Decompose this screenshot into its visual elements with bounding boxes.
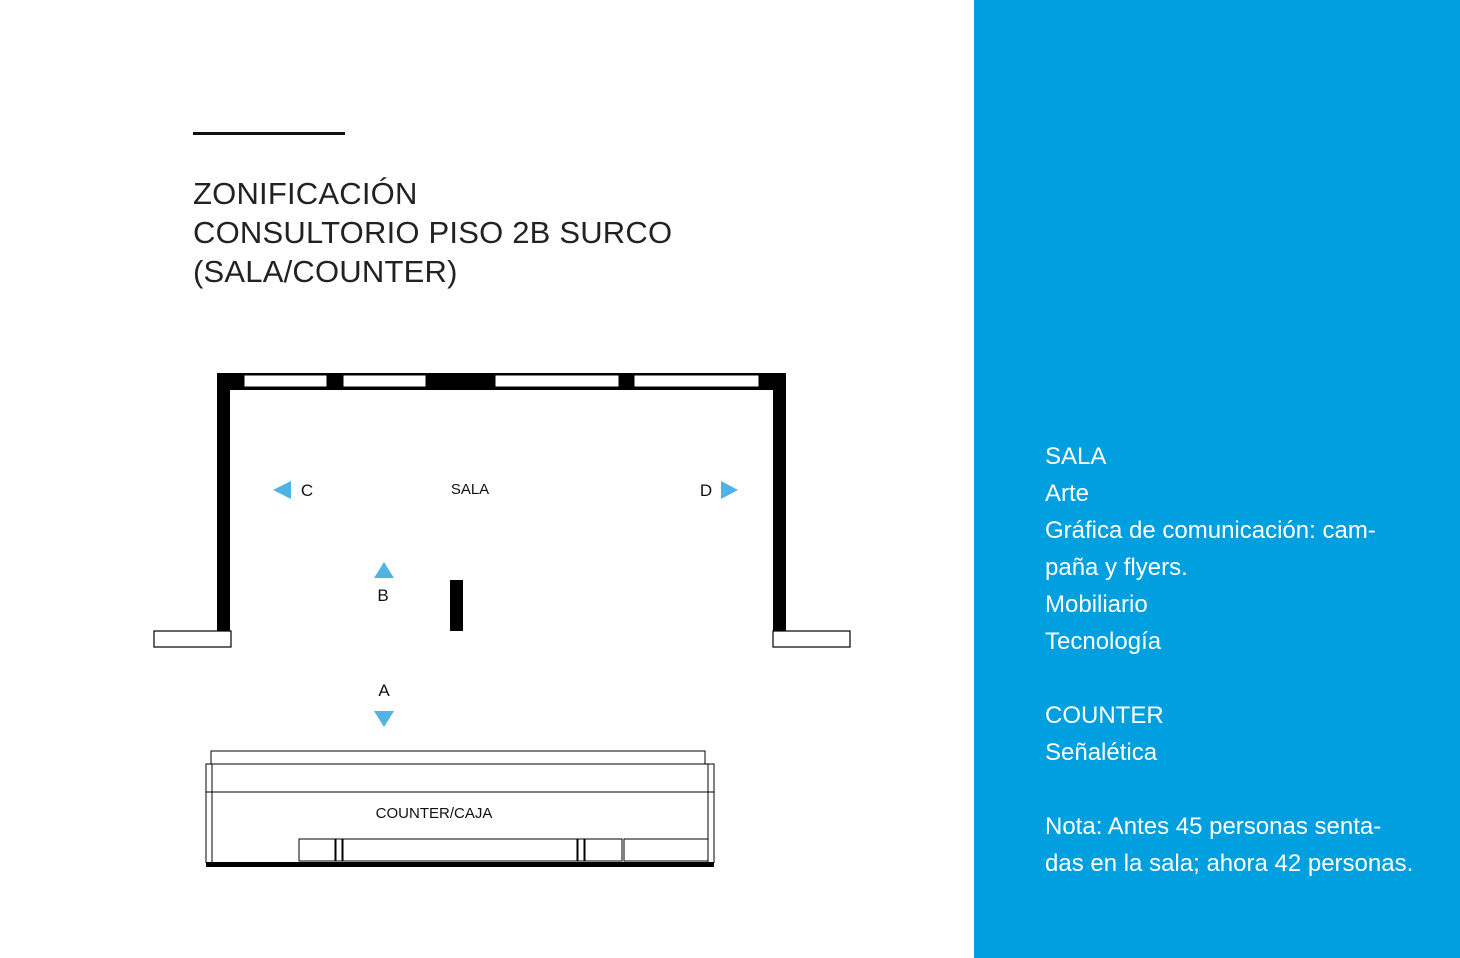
view-a-arrow-icon xyxy=(374,711,394,727)
title-line-3: (SALA/COUNTER) xyxy=(193,254,458,289)
window-2 xyxy=(343,375,426,387)
counter-drawer-divider-2 xyxy=(578,839,584,861)
column xyxy=(450,580,463,631)
note-line: Nota: Antes 45 personas senta- xyxy=(1045,813,1382,840)
right-wall xyxy=(773,373,786,631)
view-d-label: D xyxy=(699,481,713,500)
view-c-label: C xyxy=(300,481,314,500)
window-3 xyxy=(495,375,619,387)
sala-item: Gráfica de comunicación: cam- xyxy=(1045,517,1376,544)
top-wall xyxy=(217,373,786,390)
sala-heading: SALA xyxy=(1045,443,1107,470)
sala-item: Tecnología xyxy=(1045,628,1162,655)
counter-label: COUNTER/CAJA xyxy=(375,805,493,822)
counter-top-ledge xyxy=(211,751,705,764)
counter-drawer-4 xyxy=(624,839,708,861)
left-door-stub xyxy=(154,631,231,647)
sala-item: Arte xyxy=(1045,480,1090,507)
view-a-label: A xyxy=(378,681,390,700)
counter-item: Señalética xyxy=(1045,739,1158,766)
window-4 xyxy=(634,375,759,387)
counter-drawer-1 xyxy=(299,839,335,861)
sala-label: SALA xyxy=(450,481,490,498)
view-d-arrow-icon xyxy=(721,481,738,499)
sala-item: paña y flyers. xyxy=(1045,554,1188,581)
counter-base xyxy=(206,862,714,867)
title-line-1: ZONIFICACIÓN xyxy=(193,176,418,211)
counter-drawer-divider-1 xyxy=(336,839,342,861)
counter-upper-band xyxy=(206,764,714,792)
view-c-arrow-icon xyxy=(273,481,291,499)
title-line-2: CONSULTORIO PISO 2B SURCO xyxy=(193,215,673,250)
window-1 xyxy=(244,375,327,387)
right-door-stub xyxy=(773,631,850,647)
note-line: das en la sala; ahora 42 personas. xyxy=(1045,850,1414,877)
left-wall xyxy=(217,373,230,631)
counter-drawer-3 xyxy=(585,839,622,861)
spacer xyxy=(1045,660,1435,697)
spacer xyxy=(1045,771,1435,808)
view-b-label: B xyxy=(377,586,389,605)
counter-heading: COUNTER xyxy=(1045,702,1164,729)
info-panel-text xyxy=(1045,438,1435,882)
view-b-arrow-icon xyxy=(374,562,394,578)
counter-drawer-2 xyxy=(343,839,577,861)
sala-item: Mobiliario xyxy=(1045,591,1148,618)
